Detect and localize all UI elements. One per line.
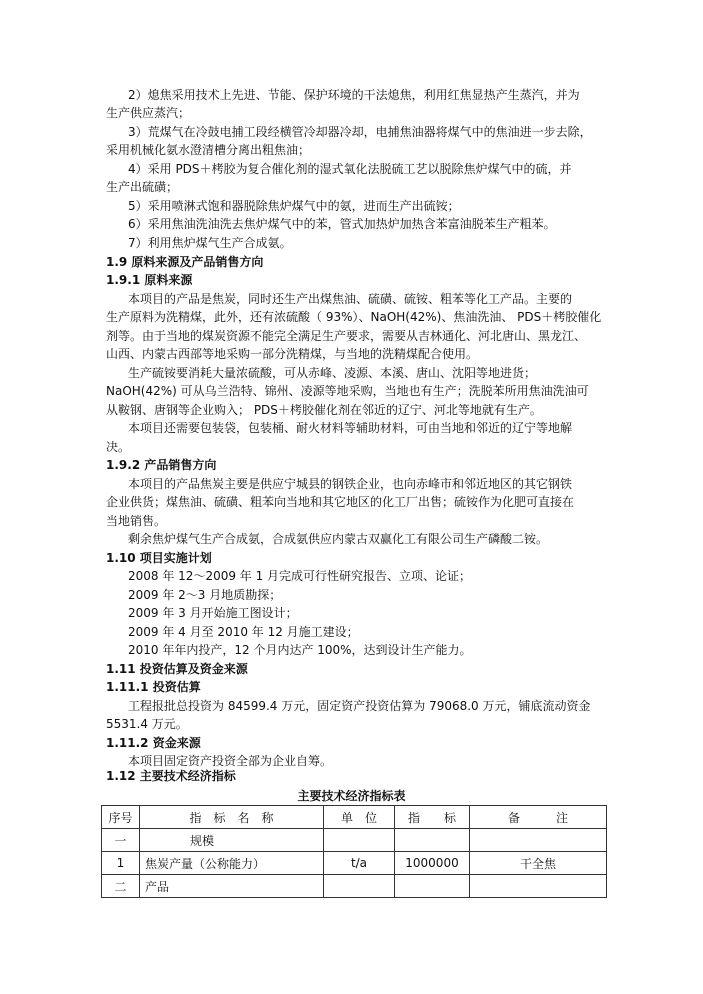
table-header-cell: 指 标 名 称 [140, 806, 324, 829]
plan-item: 2009 年 3 月开始施工图设计； [128, 606, 298, 620]
paragraph-line: 6）采用焦油洗油洗去焦炉煤气中的苯，管式加热炉加热含苯富油脱苯生产粗苯。 [128, 217, 556, 231]
paragraph-line: 工程报批总投资为 84599.4 万元，固定资产投资估算为 79068.0 万元，铺底流动资金 [128, 699, 591, 713]
table-header-cell: 备 注 [470, 806, 607, 829]
section-heading: 1.12 主要技术经济指标 [106, 769, 236, 783]
table-cell [324, 829, 395, 852]
subsection-heading: 1.11.2 资金来源 [106, 736, 201, 750]
paragraph-line: 剂等。由于当地的煤炭资源不能完全满足生产要求，需要从吉林通化、河北唐山、黑龙江、 [106, 329, 587, 343]
paragraph-line: 3）荒煤气在冷鼓电捕工段经横管冷却器冷却，电捕焦油器将煤气中的焦油进一步去除， [128, 125, 592, 139]
table-header-cell: 单 位 [324, 806, 395, 829]
paragraph-line: 7）利用焦炉煤气生产合成氨。 [128, 236, 292, 250]
paragraph-line: 本项目的产品焦炭主要是供应宁城县的钢铁企业，也向赤峰市和邻近地区的其它钢铁 [128, 477, 573, 491]
section-heading: 1.9 原料来源及产品销售方向 [106, 255, 264, 269]
plan-item: 2010 年年内投产，12 个月内达产 100%，达到设计生产能力。 [128, 643, 472, 657]
table-cell: 焦炭产量（公称能力） [140, 852, 324, 875]
table-title: 主要技术经济指标表 [297, 789, 406, 803]
section-heading: 1.11 投资估算及资金来源 [106, 662, 248, 676]
table-row [102, 875, 607, 898]
plan-item: 2009 年 2～3 月地质勘探； [128, 588, 282, 602]
table-cell: 干全焦 [470, 852, 607, 875]
table-cell [395, 829, 470, 852]
paragraph-line: 2）熄焦采用技术上先进、节能、保护环境的干法熄焦，利用红焦显热产生蒸汽，并为 [128, 88, 580, 102]
table-row [102, 852, 607, 875]
paragraph-line: 本项目还需要包装袋，包装桶、耐火材料等辅助材料，可由当地和邻近的辽宁等地解 [128, 421, 573, 435]
table-header-cell: 序号 [102, 806, 140, 829]
paragraph-line: 决。 [106, 440, 131, 454]
paragraph-line: 当地销售。 [106, 514, 167, 528]
paragraph-line: 生产原料为洗精煤，此外，还有浓硫酸（ 93%）、NaOH(42%)、焦油洗油、 PDS＋栲胶催化 [106, 310, 602, 324]
paragraph-line: 剩余焦炉煤气生产合成氨，合成氨供应内蒙古双赢化工有限公司生产磷酸二铵。 [128, 532, 549, 546]
paragraph-line: 企业供货；煤焦油、硫磺、粗苯向当地和其它地区的化工厂出售；硫铵作为化肥可直接在 [106, 495, 575, 509]
table-cell: 二 [102, 875, 140, 898]
paragraph-line: 生产供应蒸汽； [106, 106, 191, 120]
table-cell [470, 829, 607, 852]
paragraph-line: 5）采用喷淋式饱和器脱除焦炉煤气中的氨，进而生产出硫铵； [128, 199, 460, 213]
table-cell: 1000000 [395, 852, 470, 875]
table-cell: t/a [324, 852, 395, 875]
subsection-heading: 1.9.2 产品销售方向 [106, 458, 217, 472]
section-heading: 1.10 项目实施计划 [106, 551, 212, 565]
paragraph-line: 本项目的产品是焦炭，同时还生产出煤焦油、硫磺、硫铵、粗苯等化工产品。主要的 [128, 292, 573, 306]
table-cell [470, 875, 607, 898]
table-cell: 1 [102, 852, 140, 875]
table-cell [395, 875, 470, 898]
tech-econ-table [101, 805, 607, 898]
table-cell: 一 [102, 829, 140, 852]
table-header-row [102, 806, 607, 829]
paragraph-line: 从鞍钢、唐钢等企业购入； PDS＋栲胶催化剂在邻近的辽宁、河北等地就有生产。 [106, 403, 542, 417]
paragraph-line: 山西、内蒙古西部等地采购一部分洗精煤，与当地的洗精煤配合使用。 [106, 347, 479, 361]
subsection-heading: 1.11.1 投资估算 [106, 680, 201, 694]
table-cell [324, 875, 395, 898]
paragraph-line: 5531.4 万元。 [106, 717, 188, 731]
table-header-cell: 指 标 [395, 806, 470, 829]
paragraph-line: NaOH(42%) 可从乌兰浩特、锦州、凌源等地采购，当地也有生产；洗脱苯所用焦油洗油可 [106, 384, 589, 398]
paragraph-line: 采用机械化氨水澄清槽分离出粗焦油； [106, 143, 311, 157]
paragraph-line: 本项目固定资产投资全部为企业自筹。 [128, 754, 333, 768]
table-cell: 规模 [140, 829, 324, 852]
paragraph-line: 生产硫铵要消耗大量浓硫酸，可从赤峰、凌源、本溪、唐山、沈阳等地进货； [128, 366, 537, 380]
paragraph-line: 生产出硫磺； [106, 180, 179, 194]
paragraph-line: 4）采用 PDS＋栲胶为复合催化剂的湿式氧化法脱硫工艺以脱除焦炉煤气中的硫，并 [128, 162, 572, 176]
table-cell: 产品 [140, 875, 324, 898]
plan-item: 2008 年 12～2009 年 1 月完成可行性研究报告、立项、论证； [128, 569, 472, 583]
plan-item: 2009 年 4 月至 2010 年 12 月施工建设； [128, 625, 359, 639]
table-row [102, 829, 607, 852]
subsection-heading: 1.9.1 原料来源 [106, 273, 193, 287]
